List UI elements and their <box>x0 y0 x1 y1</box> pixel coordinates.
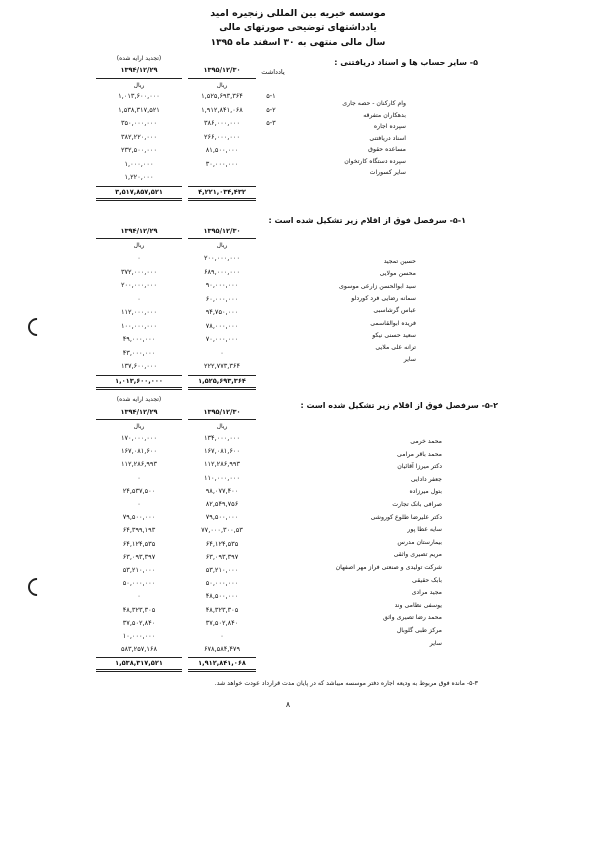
row-label: مجید مرادی <box>411 589 442 597</box>
current-amount: ۲۶۶,۰۰۰,۰۰۰ <box>203 132 241 141</box>
note-ref: ۵-۱ <box>266 92 276 100</box>
period-title: سال مالی منتهی به ۳۰ اسفند ماه ۱۳۹۵ <box>210 38 386 48</box>
row-label: مساعده حقوق <box>368 146 406 153</box>
row-label: سپرده اجاره <box>373 123 406 130</box>
section5-2-current-unit: ریال <box>216 423 228 430</box>
current-amount: ۷۰,۰۰۰,۰۰۰ <box>205 335 239 343</box>
section5-3-note: ۵-۳- مانده فوق مربوط به ودیعه اجاره دفتر موسسه میباشد که در پایان مدت قرارداد عودت خواهد شد. <box>214 680 478 687</box>
prior-total: ۳,۵۱۷,۸۵۷,۵۲۱ <box>115 187 163 196</box>
current-amount: ۱۳۴,۰۰۰,۰۰۰ <box>203 434 241 442</box>
current-amount: ۵۰,۰۰۰,۰۰۰ <box>205 579 239 588</box>
subtotal-rule <box>188 657 256 658</box>
row-label: مرکز طبی گلوبال <box>396 627 442 634</box>
row-label: سایه عطا پور <box>407 526 442 534</box>
section5-2-prior-header-rule <box>96 419 182 420</box>
current-amount: ۶۷۸,۵۸۴,۴۷۹ <box>203 645 241 654</box>
prior-amount: ۰ <box>137 592 141 601</box>
current-amount: ۹۰,۰۰۰,۰۰۰ <box>205 281 239 289</box>
row-label: مریم تصیری واثقی <box>393 551 442 559</box>
row-label: سید ابوالحسن زارعی موسوی <box>339 282 416 290</box>
punch-hole-bottom <box>24 574 49 599</box>
current-amount: ۴۸,۵۰۰,۰۰۰ <box>205 592 239 601</box>
current-amount: ۷۸,۰۰۰,۰۰۰ <box>205 321 239 330</box>
prior-amount: ۰ <box>137 294 141 303</box>
section5-1-title: ۵-۱- سرفصل فوق از اقلام زیر تشکیل شده است : <box>268 216 466 225</box>
prior-amount: ۵۳,۲۱۰,۰۰۰ <box>122 566 156 574</box>
prior-amount: ۳۷۲,۰۰۰,۰۰۰ <box>120 267 158 276</box>
row-label: بابک حقیقی <box>412 576 442 584</box>
total-double-rule <box>188 389 256 390</box>
current-total: ۱,۵۲۵,۶۹۳,۳۶۴ <box>198 376 246 385</box>
total-double-rule <box>96 389 182 390</box>
current-amount: ۶۸۹,۰۰۰,۰۰۰ <box>203 267 241 276</box>
row-label: وام کارکنان - حصه جاری <box>342 100 406 107</box>
current-amount: ۲۰۰,۰۰۰,۰۰۰ <box>203 254 241 262</box>
section5-note-header: یادداشت <box>261 68 285 76</box>
total-rule <box>96 669 182 670</box>
total-double-rule <box>96 671 182 672</box>
section5-2-prior-date: ۱۳۹۴/۱۲/۲۹ <box>120 408 158 416</box>
current-amount: ۵۳,۲۱۰,۰۰۰ <box>205 566 239 574</box>
row-label: بتول میرزاده <box>409 488 442 496</box>
prior-amount: ۱۳۷,۶۰۰,۰۰۰ <box>120 362 158 370</box>
current-amount: ۷۷,۰۰۰,۳۰۰,۵۳ <box>201 526 243 535</box>
total-rule <box>188 387 256 388</box>
section5-1-current-date: ۱۳۹۵/۱۲/۳۰ <box>203 227 241 235</box>
prior-amount: ۳۷,۵۰۲,۸۴۰ <box>122 618 156 627</box>
row-label: سایر <box>403 356 416 364</box>
section5-prior-date: ۱۳۹۴/۱۲/۲۹ <box>120 66 158 74</box>
prior-amount: ۱,۵۳۸,۳۱۷,۵۲۱ <box>118 105 160 114</box>
section5-1-prior-header-rule <box>96 238 182 239</box>
current-amount: ۶۰,۰۰۰,۰۰۰ <box>205 294 239 303</box>
prior-amount: ۳۵۰,۰۰۰,۰۰۰ <box>120 119 158 127</box>
current-amount: ۰ <box>220 348 224 357</box>
subtotal-rule <box>188 375 256 376</box>
row-label: سعید حسنی نیکو <box>372 331 416 339</box>
prior-amount: ۶۳,۰۹۳,۳۹۷ <box>122 552 156 561</box>
current-amount: ۹۸,۰۷۷,۴۰۰ <box>205 486 239 495</box>
row-label: سایر <box>429 639 442 647</box>
note-ref: ۵-۳ <box>266 119 276 127</box>
prior-amount: ۰ <box>137 473 141 482</box>
current-amount: ۴۸,۳۲۳,۳۰۵ <box>205 605 239 614</box>
current-amount: ۳۰,۰۰۰,۰۰۰ <box>205 159 239 168</box>
punch-hole-top <box>24 314 49 339</box>
prior-amount: ۵۸۳,۲۵۷,۱۶۸ <box>120 645 158 654</box>
section5-prior-unit: ریال <box>133 82 145 89</box>
current-total: ۱,۹۱۲,۸۴۱,۰۶۸ <box>198 659 246 668</box>
prior-amount: ۱,۰۱۳,۶۰۰,۰۰۰ <box>118 92 160 100</box>
row-label: فریده ابوالقاسمی <box>370 319 416 327</box>
section5-1-prior-unit: ریال <box>133 242 145 249</box>
prior-amount: ۴۸,۳۲۳,۳۰۵ <box>122 605 156 614</box>
section5-2-title: ۵-۲- سرفصل فوق از اقلام زیر تشکیل شده است : <box>300 401 498 410</box>
current-amount: ۰ <box>220 632 224 640</box>
row-label: ترانه علی ملایی <box>375 344 416 352</box>
total-rule <box>96 387 182 388</box>
prior-amount: ۴۹,۰۰۰,۰۰۰ <box>122 335 156 343</box>
current-amount: ۶۴,۱۲۴,۵۳۵ <box>205 539 239 548</box>
section5-2-prior-unit: ریال <box>133 423 145 430</box>
row-label: عباس گرشاسبی <box>373 307 416 315</box>
section5-current-header-rule <box>188 78 256 79</box>
prior-amount: ۳۸۲,۲۲۰,۰۰۰ <box>120 132 158 141</box>
current-amount: ۱۶۷,۰۸۱,۶۰۰ <box>203 447 241 456</box>
org-title: موسسه خیریه بین المللی زنجیره امید <box>210 8 386 19</box>
prior-total: ۱,۰۱۳,۶۰۰,۰۰۰ <box>115 376 163 385</box>
prior-amount: ۱۰۰,۰۰۰,۰۰۰ <box>120 321 158 330</box>
section5-current-date: ۱۳۹۵/۱۲/۳۰ <box>203 66 241 74</box>
row-label: اسناد دریافتنی <box>369 134 406 142</box>
row-label: سپرده دستگاه کارتخوان <box>344 157 406 165</box>
prior-amount: ۱۱۲,۰۰۰,۰۰۰ <box>120 308 158 316</box>
section5-2-current-header-rule <box>188 419 256 420</box>
page-number: ۸ <box>285 700 291 709</box>
current-amount: ۳۷,۵۰۲,۸۴۰ <box>205 618 239 627</box>
subtotal-rule <box>188 186 256 187</box>
section5-title: ۵- سایر حساب ها و اسناد دریافتنی : <box>334 58 478 67</box>
total-rule <box>96 198 182 199</box>
prior-amount: ۱۶۷,۰۸۱,۶۰۰ <box>120 447 158 456</box>
row-label: سمانه رضایی فرد کوردلو <box>351 294 416 302</box>
prior-amount: ۰ <box>137 254 141 262</box>
prior-amount: ۱,۲۲۰,۰۰۰ <box>124 173 154 181</box>
prior-total: ۱,۵۳۸,۳۱۷,۵۲۱ <box>115 659 163 668</box>
current-amount: ۲۲۲,۷۷۳,۳۶۴ <box>203 362 241 370</box>
prior-amount: ۱,۰۰۰,۰۰۰ <box>124 159 154 168</box>
row-label: بدهکاران متفرقه <box>363 111 406 119</box>
total-double-rule <box>96 200 182 201</box>
prior-amount: ۴۳,۰۰۰,۰۰۰ <box>122 348 156 357</box>
prior-amount: ۷۹,۵۰۰,۰۰۰ <box>122 513 156 522</box>
current-amount: ۱۱۰,۰۰۰,۰۰۰ <box>203 473 241 482</box>
prior-amount: ۵۰,۰۰۰,۰۰۰ <box>122 579 156 588</box>
current-amount: ۸۱,۵۰۰,۰۰۰ <box>205 146 239 154</box>
total-double-rule <box>188 671 256 672</box>
current-total: ۴,۲۲۱,۰۳۴,۴۳۲ <box>198 187 246 196</box>
row-label: سایر کسورات <box>369 169 406 176</box>
row-label: جعفر دادایی <box>410 475 442 483</box>
prior-amount: ۲۰۰,۰۰۰,۰۰۰ <box>120 281 158 289</box>
current-amount: ۱۱۲,۲۸۶,۹۹۳ <box>203 460 241 469</box>
prior-amount: ۰ <box>137 500 141 508</box>
row-label: صرافی بانک تجارت <box>392 501 442 508</box>
prior-amount: ۲۳۲,۵۰۰,۰۰۰ <box>120 146 158 154</box>
row-label: یوسفی نظامی وند <box>394 601 442 609</box>
note-ref: ۵-۲ <box>266 105 276 114</box>
current-amount: ۹۴,۷۵۰,۰۰۰ <box>205 308 239 316</box>
row-label: محمد خرمی <box>410 438 442 445</box>
current-amount: ۶۳,۰۹۳,۳۹۷ <box>205 552 239 561</box>
subtotal-rule <box>96 657 182 658</box>
prior-amount: ۶۴,۱۲۴,۵۳۵ <box>122 539 156 548</box>
total-rule <box>188 669 256 670</box>
total-double-rule <box>188 200 256 201</box>
row-label: محمد رضا تصیری واثق <box>383 614 442 622</box>
prior-amount: ۶۴,۳۹۹,۱۹۳ <box>122 526 156 535</box>
section5-1-prior-date: ۱۳۹۴/۱۲/۲۹ <box>120 227 158 235</box>
row-label: دکتر میرزا آقائیان <box>397 463 442 471</box>
subtotal-rule <box>96 186 182 187</box>
current-amount: ۳۸۶,۰۰۰,۰۰۰ <box>203 119 241 127</box>
row-label: محمد باقر مرامی <box>397 450 442 458</box>
prior-amount: ۱۱۲,۲۸۶,۹۹۳ <box>120 460 158 469</box>
total-rule <box>188 198 256 199</box>
current-amount: ۷۹,۵۰۰,۰۰۰ <box>205 513 239 522</box>
prior-amount: ۲۴,۵۳۷,۵۰۰ <box>122 486 156 495</box>
current-amount: ۱,۹۱۲,۸۴۱,۰۶۸ <box>201 105 243 114</box>
section5-2-current-date: ۱۳۹۵/۱۲/۳۰ <box>203 408 241 416</box>
prior-amount: ۱۷۰,۰۰۰,۰۰۰ <box>120 434 158 442</box>
section5-current-unit: ریال <box>216 82 228 89</box>
section5-1-current-header-rule <box>188 238 256 239</box>
report-title: یادداشتهای توضیحی صورتهای مالی <box>219 23 377 33</box>
row-label: حسین تمجید <box>383 258 416 265</box>
section5-1-current-unit: ریال <box>216 242 228 249</box>
row-label: دکتر علیرضا طلوع کوروشی <box>370 513 442 521</box>
section5-2-prior-note: (تجدید ارایه شده) <box>116 396 162 403</box>
row-label: محسن مولایی <box>379 270 416 278</box>
subtotal-rule <box>96 375 182 376</box>
current-amount: ۱,۵۲۵,۶۹۳,۳۶۴ <box>201 92 243 100</box>
section5-prior-note: (تجدید ارایه شده) <box>116 55 162 62</box>
row-label: بیمارستان مدرس <box>397 538 442 546</box>
current-amount: ۸۲,۵۴۹,۷۵۶ <box>205 500 239 508</box>
section5-prior-header-rule <box>96 78 182 79</box>
prior-amount: ۱۰,۰۰۰,۰۰۰ <box>122 632 156 640</box>
row-label: شرکت تولیدی و صنعتی فراز مهر اصفهان <box>335 564 442 571</box>
